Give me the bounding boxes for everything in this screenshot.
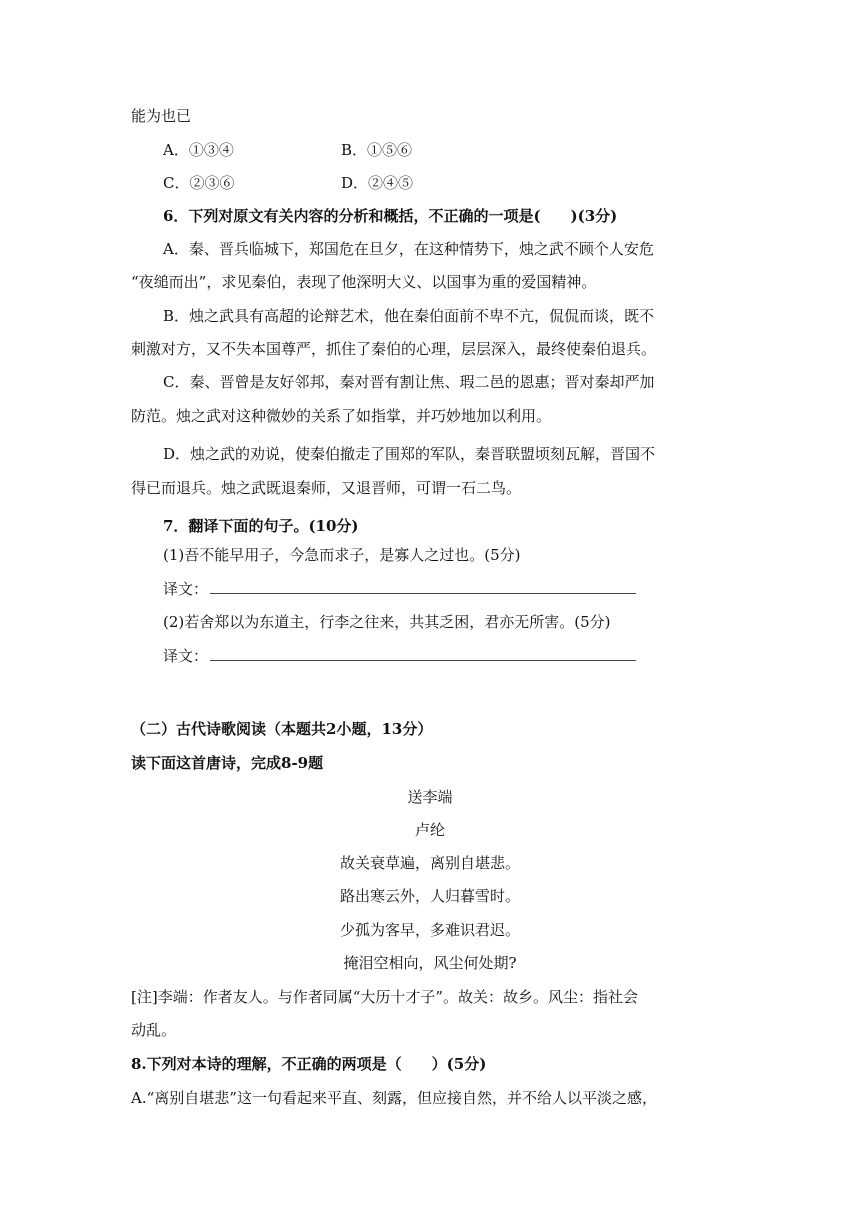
q7-answer-row-1 (163, 579, 636, 599)
q6-option-d-line-1: D．烛之武的劝说，使秦伯撤走了围郑的军队，秦晋联盟顷刻瓦解，晋国不 (163, 445, 656, 463)
q7-sentence-1: (1)吾不能早用子，今急而求子，是寡人之过也。(5分) (163, 546, 521, 564)
continuation-text: 能为也已 (131, 107, 192, 125)
q6-option-c-line-1: C．秦、晋曾是友好邻邦，秦对晋有割让焦、瑕二邑的恩惠；晋对秦却严加 (163, 373, 655, 391)
q6-option-b-line-1: B．烛之武具有高超的论辩艺术，他在秦伯面前不卑不亢，侃侃而谈，既不 (163, 307, 655, 325)
q8-option-a-line-1: A.“离别自堪悲”这一句看起来平直、刻露，但应接自然，并不给人以平淡之感， (131, 1089, 657, 1107)
section-heading: （二）古代诗歌阅读（本题共2小题，13分） (131, 720, 433, 738)
q5-option-row-1 (163, 140, 412, 160)
poem-line-4: 掩泪空相向，风尘何处期? (343, 954, 517, 972)
q7-answer-label-1: 译文： (163, 580, 209, 598)
q5-option-a: A．①③④ (163, 141, 234, 159)
q6-option-a-line-1: A．秦、晋兵临城下，郑国危在旦夕，在这种情势下，烛之武不顾个人安危 (163, 240, 654, 258)
poem-line-1: 故关衰草遍，离别自堪悲。 (339, 854, 520, 872)
poem-note-line-2: 动乱。 (131, 1021, 177, 1039)
poem-title: 送李端 (407, 788, 453, 806)
poem-author: 卢纶 (414, 821, 445, 839)
q7-answer-row-2 (163, 646, 636, 666)
q5-option-row-2 (163, 173, 413, 193)
poem-line-3: 少孤为客早，多难识君迟。 (339, 921, 520, 939)
q5-option-b: B．①⑤⑥ (341, 141, 413, 159)
q6-stem: 6．下列对原文有关内容的分析和概括，不正确的一项是( )(3分) (163, 207, 618, 225)
q5-option-d: D．②④⑤ (341, 174, 414, 192)
q6-option-a-line-2: “夜缒而出”，求见秦伯，表现了他深明大义、以国事为重的爱国精神。 (131, 273, 597, 291)
q5-option-c: C．②③⑥ (163, 174, 235, 192)
poem-line-2: 路出寒云外，人归暮雪时。 (339, 887, 520, 905)
section-intro: 读下面这首唐诗，完成8-9题 (131, 754, 324, 772)
q6-option-d-line-2: 得已而退兵。烛之武既退秦师，又退晋师，可谓一石二鸟。 (131, 479, 522, 497)
poem-note-line-1: [注]李端：作者友人。与作者同属“大历十才子”。故关：故乡。风尘：指社会 (131, 988, 639, 1006)
q7-sentence-2: (2)若舍郑以为东道主，行李之往来，共其乏困，君亦无所害。(5分) (163, 613, 611, 631)
q6-option-b-line-2: 刺激对方，又不失本国尊严，抓住了秦伯的心理，层层深入，最终使秦伯退兵。 (131, 340, 657, 358)
q8-stem: 8.下列对本诗的理解，不正确的两项是（ ）(5分) (131, 1055, 487, 1073)
q6-option-c-line-2: 防范。烛之武对这种微妙的关系了如指掌，并巧妙地加以利用。 (131, 407, 552, 425)
q7-answer-blank-2[interactable] (210, 646, 636, 661)
q7-answer-label-2: 译文： (163, 647, 209, 665)
q7-answer-blank-1[interactable] (210, 579, 636, 594)
q7-stem: 7．翻译下面的句子。(10分) (163, 517, 359, 535)
